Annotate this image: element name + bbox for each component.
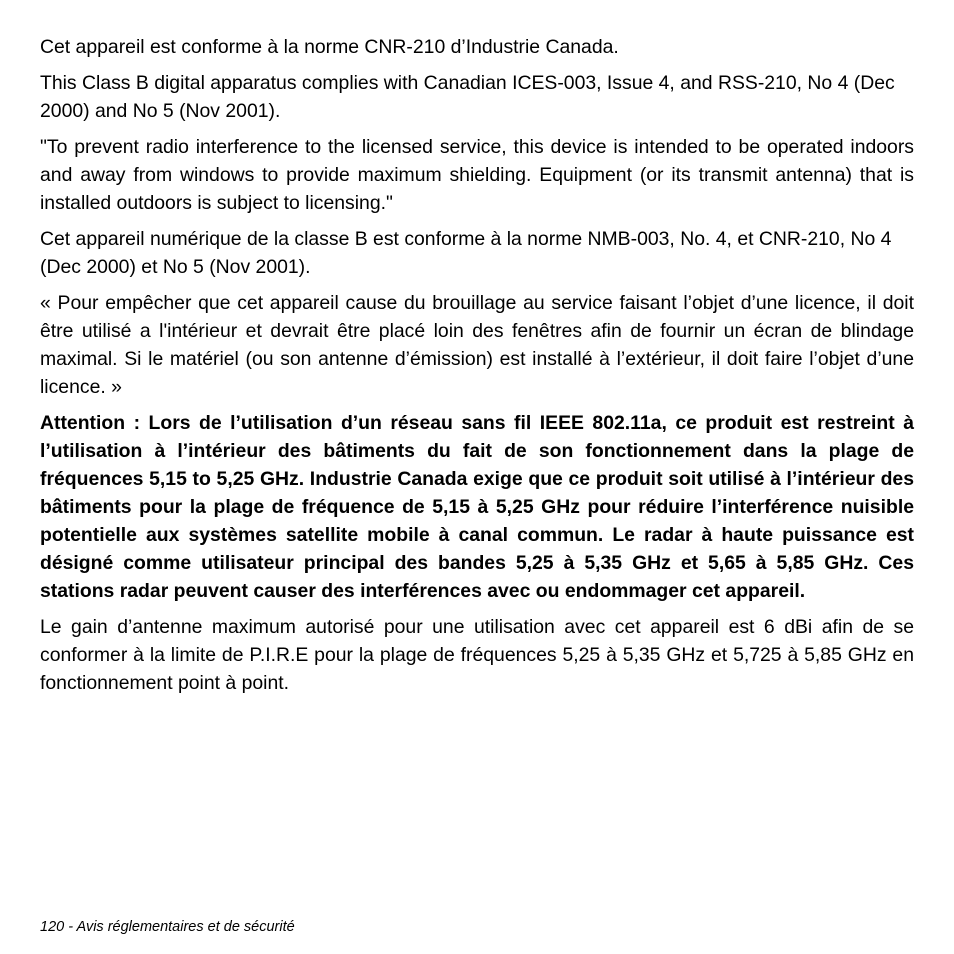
paragraph-ices003-compliance: This Class B digital apparatus complies with Canadian ICES-003, Issue 4, and RSS-210, No 4 (Dec 2000) and No 5 (Nov 2001). (40, 72, 895, 122)
paragraph-radio-interference-en: "To prevent radio interference to the licensed service, this device is intended to be operated indoors and away from windows to provide maximum shielding. Equipment (or its transmit antenna) that is installed outdoors is subject to licensing." (40, 136, 914, 214)
paragraph-cnr210-conformity: Cet appareil est conforme à la norme CNR-210 d’Industrie Canada. (40, 36, 619, 58)
paragraph-attention-warning: Attention : Lors de l’utilisation d’un réseau sans fil IEEE 802.11a, ce produit est restreint à l’utilisation à l’intérieur des bâtiments du fait de son fonctionnement dans la plage de fréquences 5,15 to 5,25 GHz. Industrie Canada exige que ce produit soit utilisé à l’intérieur des bâtiments pour la plage de fréquence de 5,15 à 5,25 GHz pour réduire l’interférence nuisible potentielle aux systèmes satellite mobile à canal commun. Le radar à haute puissance est désigné comme utilisateur principal des bandes 5,25 à 5,35 GHz et 5,65 à 5,85 GHz. Ces stations radar peuvent causer des interférences avec ou endommager cet appareil. (40, 412, 914, 602)
paragraph-radio-interference-fr: « Pour empêcher que cet appareil cause du brouillage au service faisant l’objet d’une licence, il doit être utilisé a l'intérieur et devrait être placé loin des fenêtres afin de fournir un écran de blindage maximal. Si le matériel (ou son antenne d’émission) est installé à l’extérieur, il doit faire l’objet d’une licence. » (40, 292, 914, 398)
paragraph-nmb003-conformity: Cet appareil numérique de la classe B est conforme à la norme NMB-003, No. 4, et CNR-210, No 4 (Dec 2000) et No 5 (Nov 2001). (40, 228, 892, 278)
page-content (40, 33, 914, 705)
page-footer: 120 - Avis réglementaires et de sécurité (40, 919, 295, 935)
paragraph-antenna-gain: Le gain d’antenne maximum autorisé pour une utilisation avec cet appareil est 6 dBi afin de se conformer à la limite de P.I.R.E pour la plage de fréquences 5,25 à 5,35 GHz et 5,725 à 5,85 GHz en fonctionnement point à point. (40, 616, 914, 694)
